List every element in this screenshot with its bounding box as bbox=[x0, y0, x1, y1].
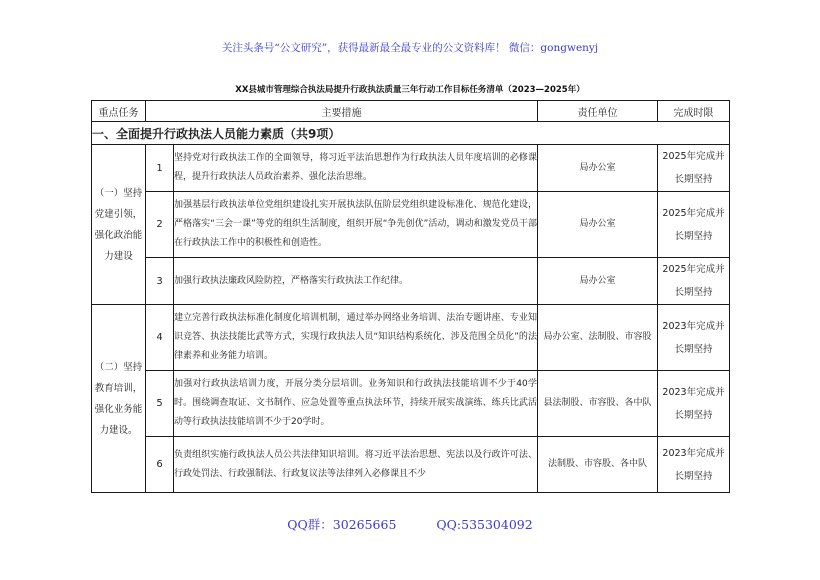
row-measure: 坚持党对行政执法工作的全面领导，将习近平法治思想作为行政执法人员年度培训的必修课程，提升行政执法人员政治素养、强化法治思维。 bbox=[174, 145, 538, 192]
table-header-row bbox=[92, 101, 730, 122]
row-unit: 县法制股、市容股、各中队 bbox=[538, 371, 658, 437]
table-row bbox=[92, 145, 730, 192]
row-unit: 局办公室、法制股、市容股 bbox=[538, 305, 658, 371]
task-table bbox=[91, 100, 730, 493]
row-number: 3 bbox=[146, 258, 174, 305]
row-number: 5 bbox=[146, 371, 174, 437]
section-title: 一、全面提升行政执法人员能力素质（共9项） bbox=[92, 122, 730, 145]
row-time: 2025年完成并长期坚持 bbox=[658, 145, 730, 192]
row-number: 2 bbox=[146, 192, 174, 258]
row-unit: 局办公室 bbox=[538, 258, 658, 305]
col-header-unit: 责任单位 bbox=[538, 101, 658, 122]
row-number: 4 bbox=[146, 305, 174, 371]
row-measure: 建立完善行政执法标准化制度化培训机制，通过举办网络业务培训、法治专题讲座、专业知识竞答、执法技能比武等方式，实现行政执法人员“知识结构系统化、涉及范围全员化”的法律素养和业务能力培训。 bbox=[174, 305, 538, 371]
table-row bbox=[92, 192, 730, 258]
table-row bbox=[92, 371, 730, 437]
row-measure: 加强基层行政执法单位党组织建设扎实开展执法队伍阶层党组织建设标准化、规范化建设，严格落实“三会一课”等党的组织生活制度，组织开展“争先创优”活动，调动和激发党员干部在行政执法工作中的积极性和创造性。 bbox=[174, 192, 538, 258]
row-time: 2025年完成并长期坚持 bbox=[658, 258, 730, 305]
row-measure: 加强对行政执法培训力度，开展分类分层培训。业务知识和行政执法技能培训不少于40学时。围绕调查取证、文书制作、应急处置等重点执法环节，持续开展实战演练、练兵比武活动等行政执法技能培训不少于20学时。 bbox=[174, 371, 538, 437]
table-row bbox=[92, 305, 730, 371]
table-row bbox=[92, 437, 730, 493]
col-header-measure: 主要措施 bbox=[146, 101, 538, 122]
row-unit: 局办公室 bbox=[538, 192, 658, 258]
table-row bbox=[92, 258, 730, 305]
row-time: 2023年完成并长期坚持 bbox=[658, 371, 730, 437]
row-measure: 加强行政执法廉政风险防控，严格落实行政执法工作纪律。 bbox=[174, 258, 538, 305]
row-measure: 负责组织实施行政执法人员公共法律知识培训。将习近平法治思想、宪法以及行政许可法、行政处罚法、行政强制法、行政复议法等法律列入必修课且不少 bbox=[174, 437, 538, 493]
row-number: 6 bbox=[146, 437, 174, 493]
col-header-task: 重点任务 bbox=[92, 101, 146, 122]
row-unit: 法制股、市容股、各中队 bbox=[538, 437, 658, 493]
row-number: 1 bbox=[146, 145, 174, 192]
row-time: 2023年完成并长期坚持 bbox=[658, 305, 730, 371]
row-unit: 局办公室 bbox=[538, 145, 658, 192]
task-group-2: （二）坚持教育培训，强化业务能力建设。 bbox=[92, 305, 146, 493]
row-time: 2023年完成并长期坚持 bbox=[658, 437, 730, 493]
col-header-time: 完成时限 bbox=[658, 101, 730, 122]
task-group-1: （一）坚持党建引领，强化政治能力建设 bbox=[92, 145, 146, 305]
header-note: 关注头条号“公文研究”，获得最新最全最专业的公文资料库！ 微信：gongwenyj bbox=[221, 42, 599, 54]
section-row bbox=[92, 122, 730, 145]
row-time: 2025年完成并长期坚持 bbox=[658, 192, 730, 258]
qq-group-text: QQ群：30265665 bbox=[287, 517, 397, 532]
footer-contact bbox=[0, 515, 820, 533]
document-title: XX县城市管理综合执法局提升行政执法质量三年行动工作目标任务清单（2023—2025年） bbox=[235, 85, 585, 95]
qq-number-text: QQ:535304092 bbox=[436, 517, 533, 532]
